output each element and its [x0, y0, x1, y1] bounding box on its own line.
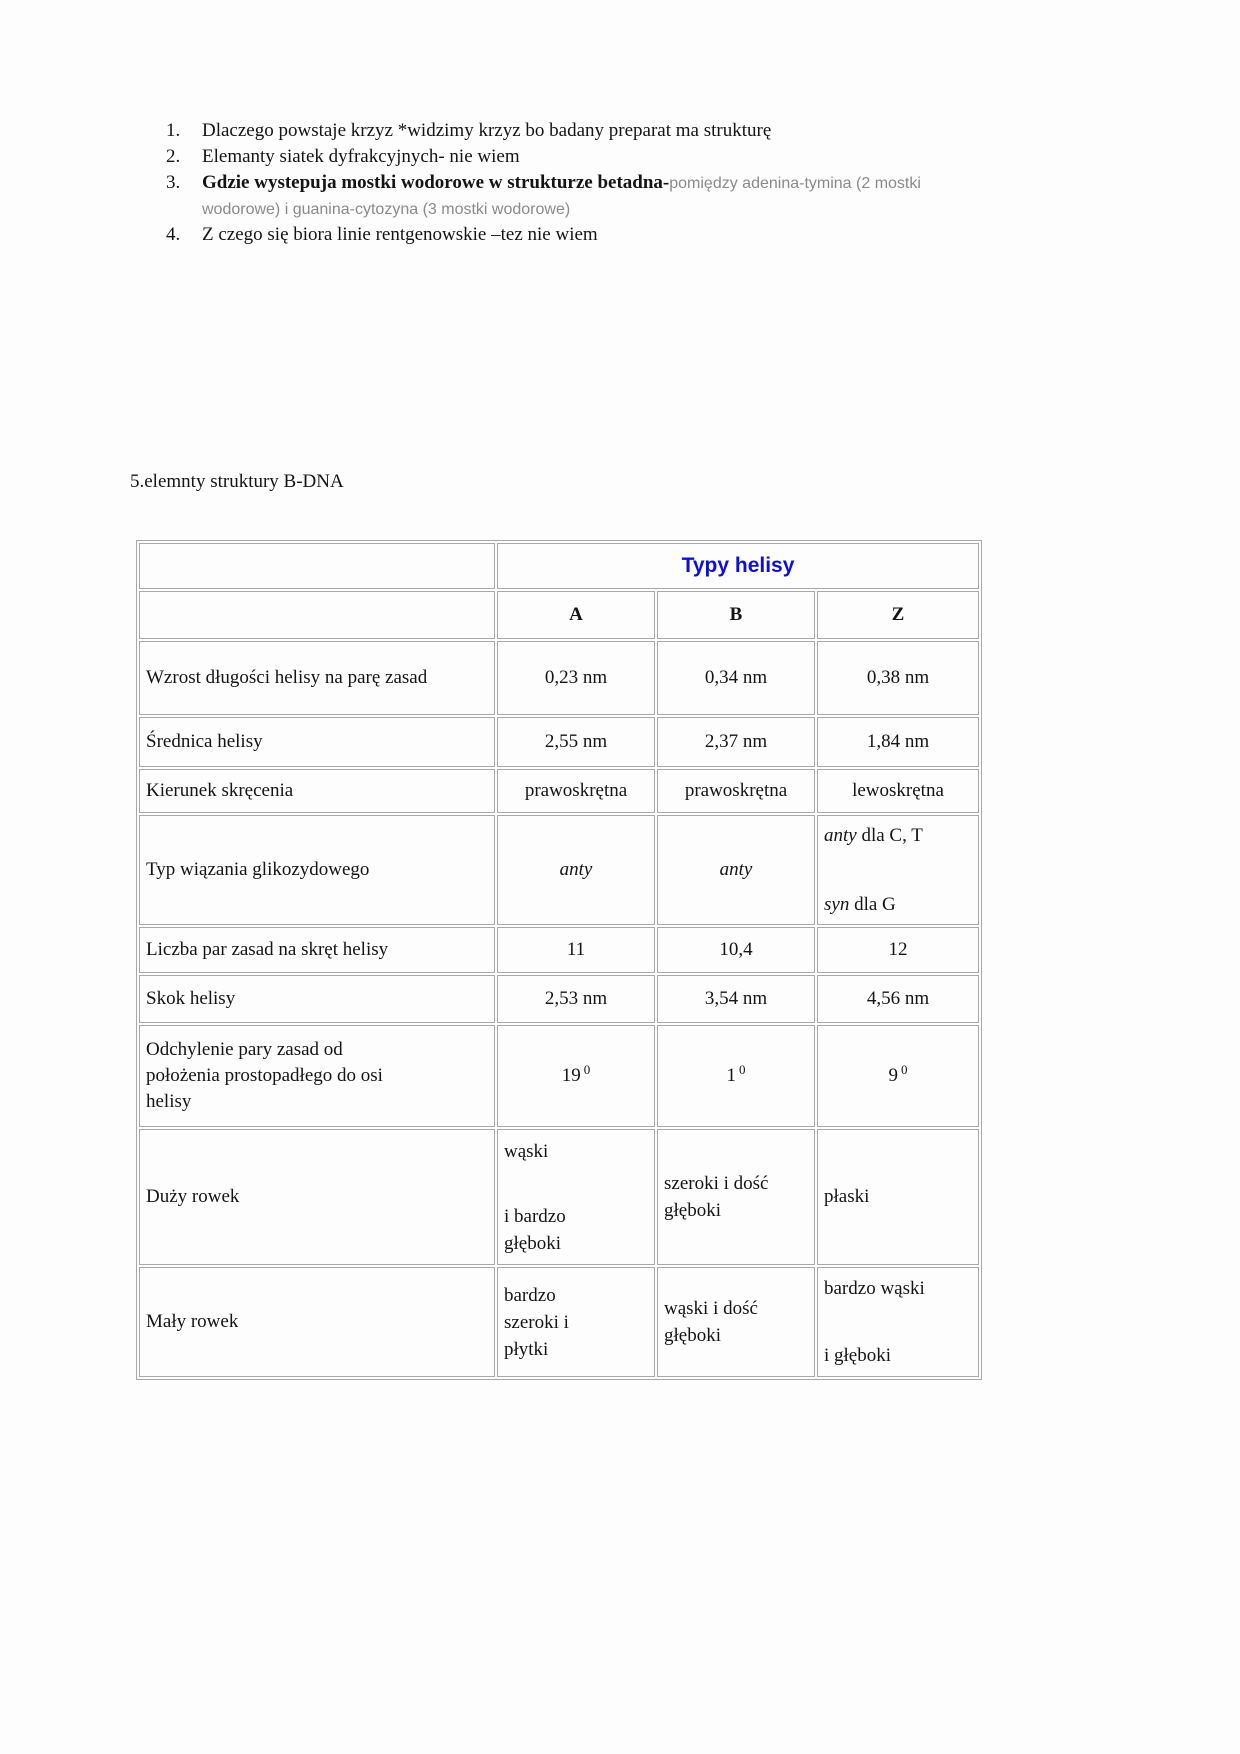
glycosidic-bond-z-line2 — [824, 891, 972, 918]
row-label: Duży rowek — [139, 1129, 495, 1265]
list-item-2 — [130, 144, 990, 170]
tilt-z-value: 9 — [888, 1065, 898, 1086]
cell-z: 12 — [817, 927, 979, 973]
empty-corner-cell — [139, 543, 495, 589]
cell-a — [497, 815, 655, 925]
list-text: Z czego się biora linie rentgenowskie –tez nie wiem — [202, 224, 598, 245]
table-title: Typy helisy — [497, 543, 979, 589]
degree-superscript: 0 — [583, 1061, 591, 1077]
cell-z: 1,84 nm — [817, 717, 979, 767]
empty-header-cell — [139, 591, 495, 639]
list-item-1 — [130, 118, 990, 144]
section-heading: 5.elemnty struktury B-DNA — [130, 471, 344, 492]
table-title-row — [139, 543, 979, 589]
cell-a — [497, 1267, 655, 1377]
syn-rest: dla G — [849, 894, 896, 915]
table-row — [139, 1267, 979, 1377]
row-label — [139, 1025, 495, 1127]
cell-z: 4,56 nm — [817, 975, 979, 1023]
list-item-4 — [130, 222, 990, 248]
list-number: 3. — [166, 172, 181, 193]
minor-groove-z-line2: i głęboki — [824, 1345, 892, 1366]
minor-groove-a: bardzo szeroki i płytki — [504, 1284, 569, 1360]
cell-b — [657, 1025, 815, 1127]
list-number: 4. — [166, 224, 181, 245]
table-row — [139, 815, 979, 925]
major-groove-b: szeroki i dość głęboki — [664, 1173, 769, 1221]
list-text: Dlaczego powstaje krzyz *widzimy krzyz bo badany preparat ma strukturę — [202, 120, 772, 141]
table-row — [139, 641, 979, 715]
minor-groove-z-line1: bardzo wąski — [824, 1278, 925, 1299]
answer-note-text: pomiędzy adenina-tymina (2 mostki wodorowe) i guanina-cytozyna (3 mostki wodorowe) — [202, 175, 921, 218]
major-groove-a-line1: wąski — [504, 1140, 549, 1162]
row-label-text: Wzrost długości helisy na parę zasad — [146, 667, 428, 688]
table-row — [139, 1129, 979, 1265]
list-number: 2. — [166, 146, 181, 167]
list-item-3 — [130, 170, 990, 222]
glycosidic-bond-a: anty — [559, 859, 593, 880]
cell-a: 0,23 nm — [497, 641, 655, 715]
cell-z: lewoskrętna — [817, 769, 979, 813]
column-header-a: A — [497, 591, 655, 639]
cell-a: 2,53 nm — [497, 975, 655, 1023]
row-label: Liczba par zasad na skręt helisy — [139, 927, 495, 973]
tilt-b-value: 1 — [726, 1065, 736, 1086]
cell-a — [497, 1129, 655, 1265]
helix-types-table — [136, 540, 982, 1380]
cell-b — [657, 1267, 815, 1377]
row-label: Mały rowek — [139, 1267, 495, 1377]
cell-z: płaski — [817, 1129, 979, 1265]
list-number: 1. — [166, 120, 181, 141]
cell-b: 0,34 nm — [657, 641, 815, 715]
glycosidic-bond-z-line1 — [824, 822, 972, 849]
row-label: Skok helisy — [139, 975, 495, 1023]
row-label — [139, 641, 495, 715]
table-row — [139, 927, 979, 973]
table-row — [139, 769, 979, 813]
degree-superscript: 0 — [901, 1061, 908, 1077]
question-list — [130, 118, 990, 248]
question-bold-text: Gdzie wystepuja mostki wodorowe w strukturze betadna- — [202, 172, 670, 193]
row-label: Typ wiązania glikozydowego — [139, 815, 495, 925]
glycosidic-bond-b: anty — [719, 859, 753, 880]
degree-superscript: 0 — [739, 1061, 746, 1077]
cell-b: 3,54 nm — [657, 975, 815, 1023]
row-label: Średnica helisy — [139, 717, 495, 767]
anty-italic: anty — [824, 825, 857, 846]
cell-a — [497, 1025, 655, 1127]
cell-z — [817, 815, 979, 925]
major-groove-a-line2: i bardzo głęboki — [504, 1205, 566, 1254]
cell-a: prawoskrętna — [497, 769, 655, 813]
table-row — [139, 717, 979, 767]
cell-b — [657, 1129, 815, 1265]
syn-italic: syn — [824, 894, 850, 915]
cell-z — [817, 1267, 979, 1377]
cell-b: 10,4 — [657, 927, 815, 973]
column-header-b: B — [657, 591, 815, 639]
cell-b — [657, 815, 815, 925]
cell-z — [817, 1025, 979, 1127]
row-label-text: Odchylenie pary zasad od położenia prostopadłego do osi helisy — [146, 1039, 383, 1112]
list-text — [202, 170, 982, 222]
row-label: Kierunek skręcenia — [139, 769, 495, 813]
table-row — [139, 1025, 979, 1127]
cell-a: 11 — [497, 927, 655, 973]
cell-b: prawoskrętna — [657, 769, 815, 813]
anty-rest: dla C, T — [856, 825, 923, 846]
minor-groove-b: wąski i dość głęboki — [664, 1298, 758, 1346]
list-text: Elemanty siatek dyfrakcyjnych- nie wiem — [202, 146, 520, 167]
cell-a: 2,55 nm — [497, 717, 655, 767]
column-header-row — [139, 591, 979, 639]
cell-b: 2,37 nm — [657, 717, 815, 767]
column-header-z: Z — [817, 591, 979, 639]
cell-z: 0,38 nm — [817, 641, 979, 715]
tilt-a-value: 19 — [561, 1065, 581, 1086]
table-row — [139, 975, 979, 1023]
